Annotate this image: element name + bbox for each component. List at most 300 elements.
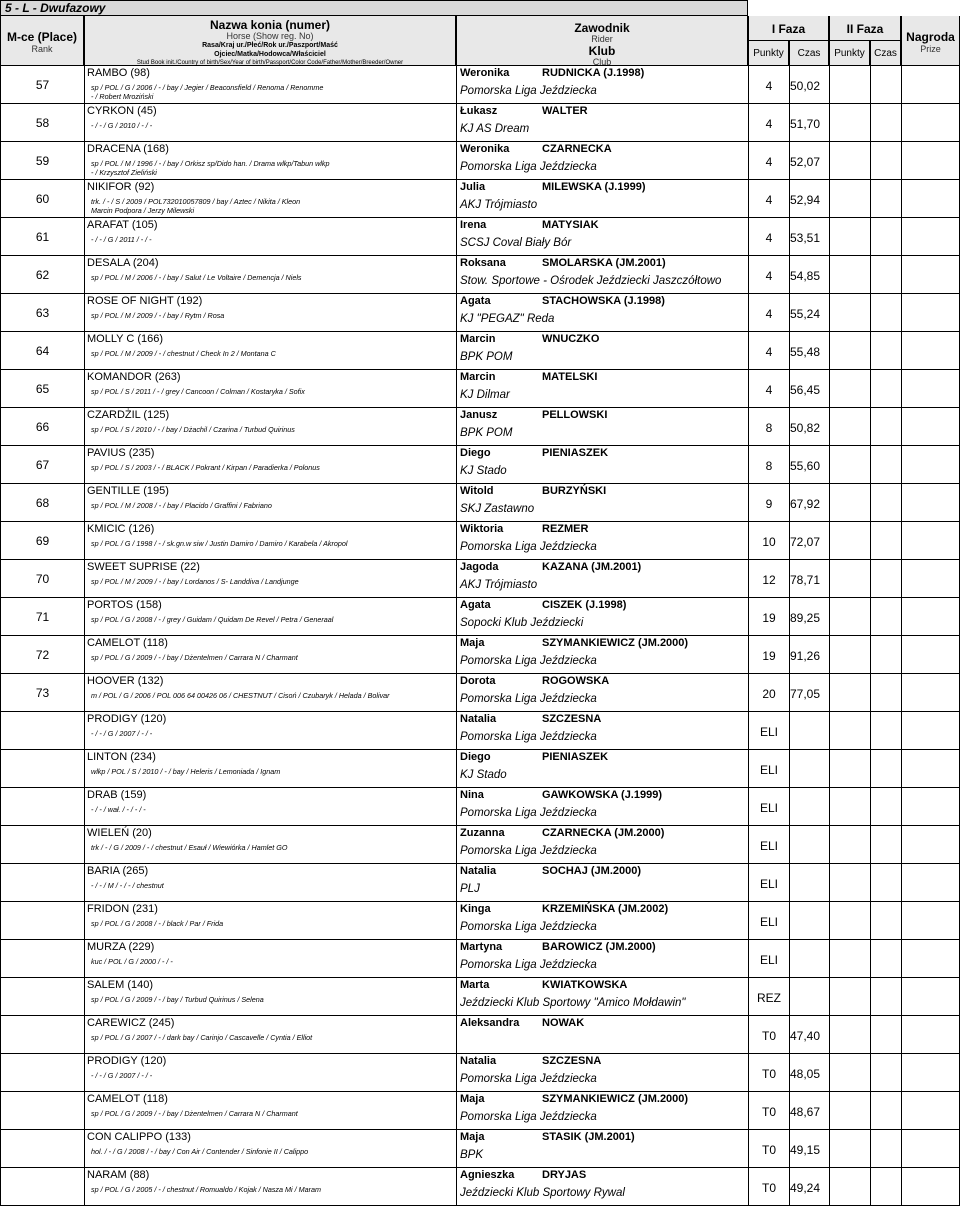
- phase2-points-cell: [829, 370, 870, 408]
- phase1-points: T0: [761, 1143, 776, 1157]
- phase1-time-cell: [789, 902, 829, 940]
- rider-last-name: GAWKOWSKA (J.1999): [542, 789, 663, 801]
- rank-cell: 64: [0, 332, 84, 370]
- rider-cell: [456, 1168, 748, 1206]
- phase1-points: 4: [765, 383, 773, 397]
- phase1-time: 49,15: [790, 1143, 821, 1157]
- phase2-time-cell: [870, 750, 901, 788]
- phase1-points-cell: [748, 408, 789, 446]
- phase2-points-cell: [829, 826, 870, 864]
- phase2-time-cell: [870, 408, 901, 446]
- header-rider-label: Zawodnik: [574, 21, 630, 35]
- horse-cell: [84, 142, 456, 180]
- rider-first-name: Maja: [460, 1093, 485, 1105]
- phase1-points-cell: [748, 370, 789, 408]
- phase1-time: 77,05: [790, 687, 821, 701]
- rider-cell: [456, 826, 748, 864]
- phase1-time-cell: [789, 940, 829, 978]
- prize-cell: [901, 902, 960, 940]
- horse-name: PORTOS (158): [87, 599, 162, 611]
- phase2-time-cell: [870, 1168, 901, 1206]
- rider-club: Pomorska Liga Jeździecka: [460, 807, 597, 819]
- rank-cell: 69: [0, 522, 84, 560]
- prize-cell: [901, 712, 960, 750]
- phase2-time-cell: [870, 598, 901, 636]
- phase2-points-cell: [829, 750, 870, 788]
- phase1-points: ELI: [759, 801, 778, 815]
- rider-last-name: SZYMANKIEWICZ (JM.2000): [542, 637, 689, 649]
- rider-cell: [456, 370, 748, 408]
- horse-name: SALEM (140): [87, 979, 154, 991]
- phase1-time: 89,25: [790, 611, 821, 625]
- rank-cell: 65: [0, 370, 84, 408]
- phase1-points-cell: [748, 256, 789, 294]
- phase2-points-cell: [829, 1130, 870, 1168]
- header-horse-line4: Ojciec/Matka/Hodowca/Właściciel: [214, 51, 326, 58]
- rider-last-name: SZCZESNA: [542, 1055, 602, 1067]
- rider-first-name: Marcin: [460, 333, 496, 345]
- horse-pedigree: kuc / POL / G / 2000 / - / -: [91, 957, 173, 966]
- horse-details: [91, 691, 390, 700]
- phase1-points: 8: [765, 421, 773, 435]
- prize-cell: [901, 788, 960, 826]
- header-rank: [0, 16, 84, 66]
- phase1-points: ELI: [759, 877, 778, 891]
- table-row: [0, 180, 960, 218]
- horse-details: [91, 273, 302, 282]
- horse-details: [91, 1071, 152, 1080]
- rider-club: Jeździecki Klub Sportowy Rywal: [460, 1187, 625, 1199]
- table-row: [0, 560, 960, 598]
- horse-name: DRACENA (168): [87, 143, 169, 155]
- phase1-points-cell: [748, 826, 789, 864]
- table-row: [0, 864, 960, 902]
- horse-cell: [84, 218, 456, 256]
- rider-last-name: MILEWSKA (J.1999): [542, 181, 646, 193]
- prize-cell: [901, 1092, 960, 1130]
- rider-first-name: Diego: [460, 447, 491, 459]
- phase2-time-cell: [870, 674, 901, 712]
- rider-first-name: Maja: [460, 1131, 485, 1143]
- horse-details: [91, 1185, 321, 1194]
- header-p1-points: [748, 41, 789, 66]
- header-time-1: Czas: [797, 48, 821, 59]
- rider-last-name: SOCHAJ (JM.2000): [542, 865, 642, 877]
- rider-first-name: Dorota: [460, 675, 496, 687]
- horse-details: [91, 387, 305, 396]
- phase1-points-cell: [748, 978, 789, 1016]
- rider-first-name: Agnieszka: [460, 1169, 515, 1181]
- horse-pedigree: wlkp / POL / S / 2010 / - / bay / Heleris / Lemoniada / Ignam: [91, 767, 281, 776]
- rider-cell: [456, 598, 748, 636]
- header-p2-points: [829, 41, 870, 66]
- phase1-time: 78,71: [790, 573, 821, 587]
- rider-club: Pomorska Liga Jeździecka: [460, 85, 597, 97]
- rider-last-name: CISZEK (J.1998): [542, 599, 627, 611]
- horse-cell: [84, 1054, 456, 1092]
- horse-pedigree: sp / POL / G / 2009 / - / bay / Turbud Quirinus / Selena: [91, 995, 264, 1004]
- phase1-points-cell: [748, 712, 789, 750]
- horse-name: KMICIC (126): [87, 523, 155, 535]
- phase1-points: 12: [762, 573, 776, 587]
- phase1-time-cell: [789, 142, 829, 180]
- rider-last-name: REZMER: [542, 523, 589, 535]
- prize-cell: [901, 826, 960, 864]
- horse-pedigree: - / - / G / 2007 / - / -: [91, 729, 153, 738]
- rider-cell: [456, 1130, 748, 1168]
- horse-pedigree: hol. / - / G / 2008 / - / bay / Con Air / Contender / Sinfonie II / Calippo: [91, 1147, 309, 1156]
- rank-cell: 59: [0, 142, 84, 180]
- horse-owner: - / Robert Mroziński: [91, 92, 154, 101]
- horse-cell: [84, 864, 456, 902]
- horse-name: CZARDŻIL (125): [87, 409, 170, 421]
- phase1-time-cell: [789, 446, 829, 484]
- phase1-time: 72,07: [790, 535, 821, 549]
- rider-club: AKJ Trójmiasto: [460, 199, 538, 211]
- rider-last-name: PIENIASZEK: [542, 751, 609, 763]
- header-rank-label: M-ce (Place): [6, 30, 78, 44]
- phase1-points: 4: [765, 345, 773, 359]
- rank-cell: 58: [0, 104, 84, 142]
- horse-details: [91, 159, 330, 177]
- horse-cell: [84, 332, 456, 370]
- phase2-time-cell: [870, 1130, 901, 1168]
- header-club-en: Club: [592, 57, 612, 67]
- phase1-points-cell: [748, 294, 789, 332]
- horse-cell: [84, 256, 456, 294]
- table-row: [0, 750, 960, 788]
- horse-cell: [84, 408, 456, 446]
- phase2-time-cell: [870, 940, 901, 978]
- rider-last-name: PIENIASZEK: [542, 447, 609, 459]
- horse-name: HOOVER (132): [87, 675, 164, 687]
- phase1-points-cell: [748, 218, 789, 256]
- horse-details: [91, 349, 276, 358]
- phase1-points-cell: [748, 104, 789, 142]
- phase1-time-cell: [789, 978, 829, 1016]
- rider-last-name: SZCZESNA: [542, 713, 602, 725]
- rider-club: BPK POM: [460, 427, 513, 439]
- horse-details: [91, 805, 146, 814]
- rider-club: KJ AS Dream: [460, 123, 530, 135]
- table-row: [0, 104, 960, 142]
- horse-name: PAVIUS (235): [87, 447, 155, 459]
- rank-cell: [0, 1054, 84, 1092]
- prize-cell: [901, 940, 960, 978]
- header-p2-time: [870, 41, 901, 66]
- prize-cell: [901, 370, 960, 408]
- prize-cell: [901, 560, 960, 598]
- phase2-time-cell: [870, 218, 901, 256]
- header-horse-line5: Stud Book init./Country of birth/Sex/Year of birth/Passport/Color Code/Father/Mother/Breeder/Owner: [136, 60, 404, 66]
- phase1-points: REZ: [757, 991, 781, 1005]
- horse-name: KOMANDOR (263): [87, 371, 181, 383]
- rider-cell: [456, 1054, 748, 1092]
- phase1-points-cell: [748, 332, 789, 370]
- horse-pedigree: sp / POL / G / 2009 / - / bay / Dżentelmen / Carrara N / Charmant: [91, 1109, 298, 1118]
- phase1-points-cell: [748, 142, 789, 180]
- rider-cell: [456, 522, 748, 560]
- rider-first-name: Irena: [460, 219, 487, 231]
- phase1-points: 4: [765, 269, 773, 283]
- phase1-time: 67,92: [790, 497, 821, 511]
- phase1-time-cell: [789, 294, 829, 332]
- rider-cell: [456, 788, 748, 826]
- horse-name: RAMBO (98): [87, 67, 150, 79]
- horse-owner: - / Krzysztof Zieliński: [91, 168, 157, 177]
- phase2-points-cell: [829, 864, 870, 902]
- phase1-time-cell: [789, 484, 829, 522]
- horse-pedigree: sp / POL / M / 2009 / - / bay / Lordanos / S- Landdiva / Landjunge: [91, 577, 299, 586]
- rank-cell: 73: [0, 674, 84, 712]
- phase2-time-cell: [870, 256, 901, 294]
- table-row: [0, 142, 960, 180]
- horse-name: DESALA (204): [87, 257, 159, 269]
- rider-club: PLJ: [460, 883, 480, 895]
- header-phase2: [829, 16, 901, 41]
- rider-last-name: STASIK (JM.2001): [542, 1131, 635, 1143]
- prize-cell: [901, 104, 960, 142]
- phase1-time: 51,70: [790, 117, 821, 131]
- table-row: [0, 66, 960, 104]
- phase2-points-cell: [829, 788, 870, 826]
- rider-club: SKJ Zastawno: [460, 503, 535, 515]
- phase2-points-cell: [829, 902, 870, 940]
- rider-club: Pomorska Liga Jeździecka: [460, 1073, 597, 1085]
- rider-cell: [456, 1016, 748, 1054]
- horse-details: [91, 463, 320, 472]
- rider-cell: [456, 674, 748, 712]
- rank-cell: [0, 1016, 84, 1054]
- rider-last-name: ROGOWSKA: [542, 675, 610, 687]
- phase1-points: T0: [761, 1067, 776, 1081]
- phase1-points: T0: [761, 1105, 776, 1119]
- table-row: [0, 218, 960, 256]
- rider-first-name: Diego: [460, 751, 491, 763]
- horse-cell: [84, 180, 456, 218]
- header-points-2: Punkty: [834, 48, 865, 59]
- rider-cell: [456, 408, 748, 446]
- horse-name: DRAB (159): [87, 789, 147, 801]
- table-row: [0, 1054, 960, 1092]
- rider-club: SCSJ Coval Biały Bór: [460, 237, 572, 249]
- horse-name: SWEET SUPRISE (22): [87, 561, 200, 573]
- rider-cell: [456, 560, 748, 598]
- phase2-time-cell: [870, 902, 901, 940]
- phase2-time-cell: [870, 864, 901, 902]
- phase2-points-cell: [829, 484, 870, 522]
- rank-cell: [0, 826, 84, 864]
- phase1-time-cell: [789, 66, 829, 104]
- rider-last-name: WNUCZKO: [542, 333, 600, 345]
- phase1-points-cell: [748, 66, 789, 104]
- phase2-points-cell: [829, 104, 870, 142]
- phase2-points-cell: [829, 1168, 870, 1206]
- phase1-time: 53,51: [790, 231, 821, 245]
- phase2-time-cell: [870, 522, 901, 560]
- rider-first-name: Wiktoria: [460, 523, 504, 535]
- table-row: [0, 484, 960, 522]
- phase1-points-cell: [748, 1016, 789, 1054]
- horse-cell: [84, 788, 456, 826]
- horse-details: [91, 311, 224, 320]
- rider-first-name: Natalia: [460, 713, 497, 725]
- header-horse-en: Horse (Show reg. No): [226, 31, 314, 41]
- rider-first-name: Roksana: [460, 257, 506, 269]
- header-prize: [901, 16, 960, 66]
- phase1-points-cell: [748, 788, 789, 826]
- phase2-time-cell: [870, 104, 901, 142]
- horse-details: [91, 197, 300, 215]
- phase1-time-cell: [789, 1168, 829, 1206]
- table-row: [0, 332, 960, 370]
- phase1-time-cell: [789, 1016, 829, 1054]
- rider-cell: [456, 66, 748, 104]
- horse-cell: [84, 712, 456, 750]
- phase2-time-cell: [870, 1092, 901, 1130]
- horse-name: NARAM (88): [87, 1169, 150, 1181]
- prize-cell: [901, 332, 960, 370]
- rider-last-name: CZARNECKA: [542, 143, 612, 155]
- horse-cell: [84, 674, 456, 712]
- rider-cell: [456, 750, 748, 788]
- horse-name: NIKIFOR (92): [87, 181, 155, 193]
- header-horse-line3: Rasa/Kraj ur./Płeć/Rok ur./Paszport/Maść: [202, 42, 338, 49]
- horse-pedigree: - / - / G / 2007 / - / -: [91, 1071, 153, 1080]
- rider-cell: [456, 902, 748, 940]
- horse-cell: [84, 1168, 456, 1206]
- horse-name: MURZA (229): [87, 941, 155, 953]
- horse-pedigree: - / - / wał. / - / - / -: [91, 805, 146, 814]
- table-row: [0, 826, 960, 864]
- table-row: [0, 598, 960, 636]
- horse-pedigree: - / - / G / 2011 / - / -: [91, 235, 152, 244]
- phase1-points: 20: [762, 687, 776, 701]
- phase2-points-cell: [829, 142, 870, 180]
- phase1-time-cell: [789, 636, 829, 674]
- phase1-time-cell: [789, 218, 829, 256]
- table-row: [0, 522, 960, 560]
- horse-details: [91, 539, 347, 548]
- phase2-points-cell: [829, 180, 870, 218]
- phase1-time: 55,48: [790, 345, 821, 359]
- header-prize-label: Nagroda: [906, 30, 955, 44]
- table-row: [0, 1092, 960, 1130]
- rider-cell: [456, 864, 748, 902]
- horse-name: MOLLY C (166): [87, 333, 164, 345]
- phase1-time-cell: [789, 522, 829, 560]
- rider-cell: [456, 484, 748, 522]
- phase1-points-cell: [748, 674, 789, 712]
- phase2-points-cell: [829, 1016, 870, 1054]
- horse-details: [91, 919, 223, 928]
- horse-cell: [84, 1016, 456, 1054]
- phase1-points: T0: [761, 1181, 776, 1195]
- rank-cell: 66: [0, 408, 84, 446]
- horse-cell: [84, 370, 456, 408]
- header-rider: [456, 16, 748, 66]
- horse-name: CON CALIPPO (133): [87, 1131, 191, 1143]
- rank-cell: 71: [0, 598, 84, 636]
- horse-pedigree: sp / POL / G / 2008 / - / black / Par / Frida: [91, 919, 224, 928]
- phase1-time-cell: [789, 332, 829, 370]
- prize-cell: [901, 66, 960, 104]
- prize-cell: [901, 484, 960, 522]
- header-phase1: [748, 16, 829, 41]
- header-points-1: Punkty: [753, 48, 784, 59]
- rider-first-name: Kinga: [460, 903, 491, 915]
- rider-first-name: Jagoda: [460, 561, 499, 573]
- phase2-time-cell: [870, 560, 901, 598]
- phase1-points: ELI: [759, 763, 778, 777]
- phase1-time-cell: [789, 1092, 829, 1130]
- prize-cell: [901, 408, 960, 446]
- rider-first-name: Julia: [460, 181, 486, 193]
- horse-name: BARIA (265): [87, 865, 149, 877]
- phase1-time: 50,02: [790, 79, 821, 93]
- phase1-points-cell: [748, 750, 789, 788]
- horse-details: [91, 1147, 308, 1156]
- phase1-points: 9: [765, 497, 773, 511]
- phase2-points-cell: [829, 712, 870, 750]
- phase2-time-cell: [870, 180, 901, 218]
- phase1-points: ELI: [759, 725, 778, 739]
- rider-club: Pomorska Liga Jeździecka: [460, 161, 597, 173]
- prize-cell: [901, 598, 960, 636]
- rider-cell: [456, 446, 748, 484]
- table-row: [0, 294, 960, 332]
- rank-cell: 62: [0, 256, 84, 294]
- rider-last-name: BURZYŃSKI: [542, 485, 607, 497]
- rank-cell: [0, 864, 84, 902]
- rider-club: Sopocki Klub Jeździecki: [460, 617, 584, 629]
- rider-cell: [456, 636, 748, 674]
- phase2-time-cell: [870, 712, 901, 750]
- phase1-points-cell: [748, 1168, 789, 1206]
- phase1-time-cell: [789, 788, 829, 826]
- table-row: [0, 370, 960, 408]
- prize-cell: [901, 256, 960, 294]
- table-row: [0, 1016, 960, 1054]
- rider-first-name: Witold: [460, 485, 494, 497]
- rider-first-name: Marta: [460, 979, 490, 991]
- phase1-points-cell: [748, 636, 789, 674]
- rank-cell: [0, 788, 84, 826]
- phase1-points: 4: [765, 117, 773, 131]
- horse-cell: [84, 940, 456, 978]
- phase1-points: ELI: [759, 839, 778, 853]
- rider-cell: [456, 712, 748, 750]
- table-row: [0, 446, 960, 484]
- phase1-points: 4: [765, 307, 773, 321]
- horse-cell: [84, 294, 456, 332]
- horse-cell: [84, 560, 456, 598]
- horse-pedigree: sp / POL / M / 1996 / - / bay / Orkisz sp/Dido han. / Drama wlkp/Tabun wlkp: [91, 159, 330, 168]
- phase2-points-cell: [829, 978, 870, 1016]
- phase1-points-cell: [748, 446, 789, 484]
- horse-details: [91, 729, 152, 738]
- phase1-points: 4: [765, 231, 773, 245]
- prize-cell: [901, 218, 960, 256]
- phase1-time-cell: [789, 104, 829, 142]
- rider-club: KJ Stado: [460, 769, 507, 781]
- phase1-points: 19: [762, 611, 776, 625]
- phase1-time: 91,26: [790, 649, 821, 663]
- header-horse-label: Nazwa konia (numer): [209, 18, 331, 32]
- phase2-points-cell: [829, 636, 870, 674]
- phase1-time-cell: [789, 180, 829, 218]
- phase1-points: 19: [762, 649, 776, 663]
